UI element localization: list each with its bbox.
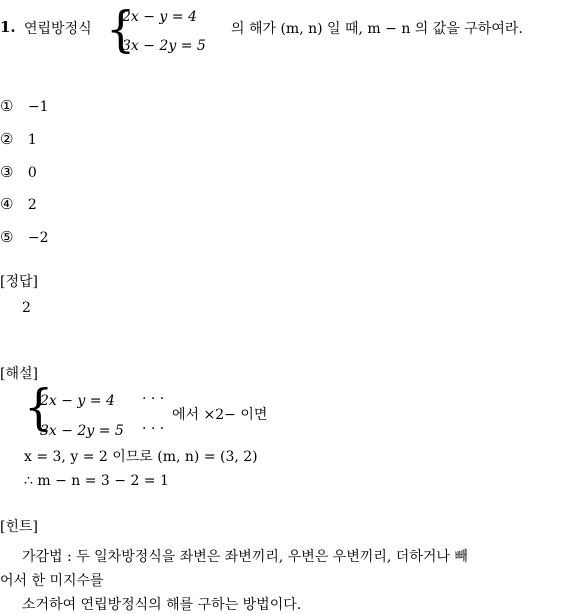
choice-mark: ① [0, 97, 14, 115]
choice-item[interactable] [0, 130, 37, 148]
choice-mark: ⑤ [0, 228, 14, 246]
system-brace: { [106, 0, 136, 58]
choice-mark: ④ [0, 195, 14, 213]
explanation-line-1: x = 3, y = 2 이므로 (m, n) = (3, 2) [24, 449, 258, 465]
explanation-equation-1: 2x − y = 4 [40, 393, 115, 409]
explanation-dots-1: · · · [142, 391, 165, 407]
explanation-equation-2: 3x − 2y = 5 [40, 423, 124, 439]
question-suffix: 의 해가 (m, n) 일 때, m − n 의 값을 구하여라. [231, 21, 523, 37]
hint-line-2: 어서 한 미지수를 [0, 573, 104, 589]
choice-mark: ② [0, 130, 14, 148]
choice-item[interactable] [0, 228, 49, 246]
choice-value: 1 [27, 132, 37, 148]
choice-item[interactable] [0, 97, 49, 115]
hint-line-1: 가감법 : 두 일차방정식을 좌변은 좌변끼리, 우변은 우변끼리, 더하거나 빼 [22, 549, 468, 565]
answer-value: 2 [22, 300, 31, 316]
choice-value: −1 [27, 99, 49, 115]
hint-line-3: 소거하여 연립방정식의 해를 구하는 방법이다. [22, 597, 302, 613]
question-equation-1: 2x − y = 4 [122, 9, 197, 25]
explanation-operation: 에서 ×2− 이면 [172, 407, 268, 423]
choice-mark: ③ [0, 163, 14, 181]
choice-value: −2 [27, 230, 49, 246]
explanation-line-2: ∴ m − n = 3 − 2 = 1 [24, 473, 169, 489]
choice-item[interactable] [0, 195, 37, 213]
question-prefix: 연립방정식 [24, 21, 92, 37]
answer-label: [정답] [0, 274, 38, 290]
explanation-dots-2: · · · [142, 421, 165, 437]
question-equation-2: 3x − 2y = 5 [122, 38, 206, 54]
hint-label: [힌트] [0, 519, 38, 535]
explanation-brace: { [24, 378, 54, 436]
question-number: 1. [0, 18, 16, 36]
choice-item[interactable] [0, 163, 37, 181]
choice-value: 0 [27, 165, 37, 181]
choice-value: 2 [27, 197, 37, 213]
explanation-label: [해설] [0, 366, 38, 382]
